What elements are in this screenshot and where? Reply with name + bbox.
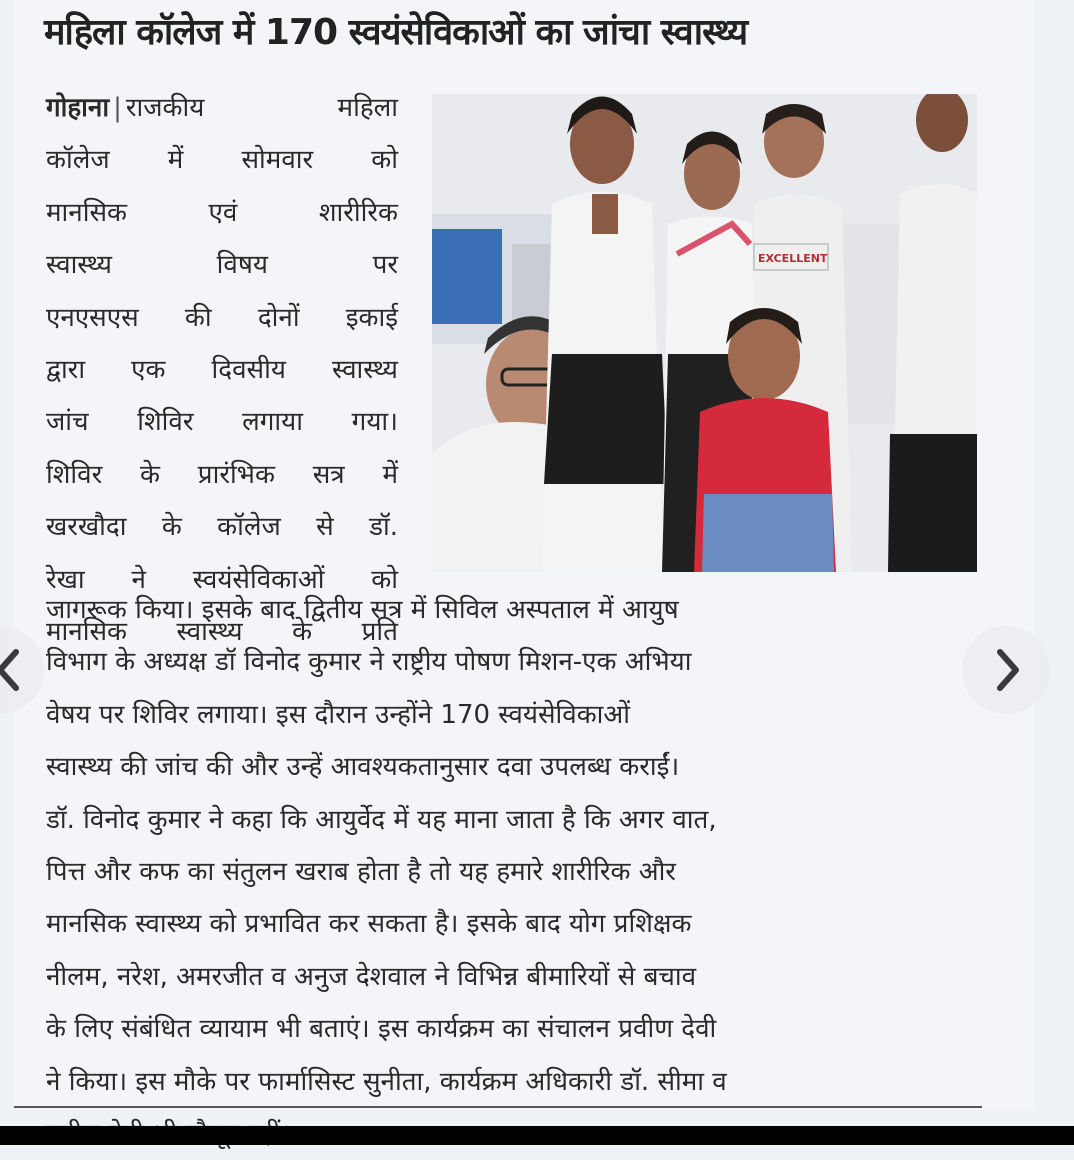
photo-illustration [432,94,977,572]
article-line: डॉ. विनोद कुमार ने कहा कि आयुर्वेद में यह माना जाता है कि अगर वात, [46,804,717,835]
article-line: पित्त और कफ का संतुलन खराब होता है तो यह हमारे शारीरिक और [46,857,676,888]
article-line: मानसिक एवं शारीरिक [46,197,398,228]
article-intro-column [46,82,398,658]
article-headline: महिला कॉलेज में 170 स्वयंसेविकाओं का जांचा स्वास्थ्य [44,12,748,53]
article-line: नीलम, नरेश, अमरजीत व अनुज देशवाल ने विभिन्न बीमारियों से बचाव [46,961,697,992]
article-line [46,82,398,134]
article-line: शिविर के प्रारंभिक सत्र में [46,459,398,490]
article-line: कॉलेज में सोमवार को [46,145,398,176]
article-line: रेखा ने स्वयंसेविकाओं को [46,564,398,595]
dateline-separator: | [113,93,122,123]
chevron-right-icon [962,626,1050,714]
article-line: द्वारा एक दिवसीय स्वास्थ्य [46,355,398,386]
article-line: खरखौदा के कॉलेज से डॉ. [46,512,398,543]
article-line: जागरूक किया। इसके बाद द्वितीय सत्र में सिविल अस्पताल में आयुष [46,595,679,625]
previous-image-button[interactable] [0,626,44,714]
bottom-bar [0,1126,1074,1145]
article-line: के लिए संबंधित व्यायाम भी बताएं। इस कार्यक्रम का संचालन प्रवीण देवी [46,1014,717,1045]
article-line: स्वास्थ्य विषय पर [46,250,398,281]
shirt-text: EXCELLENT [758,252,828,265]
article-line: मानसिक स्वास्थ्य को प्रभावित कर सकता है। इसके बाद योग प्रशिक्षक [46,909,692,940]
article-line: ने किया। इस मौके पर फार्मासिस्ट सुनीता, कार्यक्रम अधिकारी डॉ. सीमा व [46,1066,727,1097]
article-line: विभाग के अध्यक्ष डॉ विनोद कुमार ने राष्ट्रीय पोषण मिशन-एक अभिया [46,647,692,678]
divider [14,1106,982,1108]
article-line: एनएसएस की दोनों इकाई [46,302,398,333]
article-line: स्वास्थ्य की जांच की और उन्हें आवश्यकतानुसार दवा उपलब्ध कराईं। [46,752,680,783]
chevron-left-icon [0,626,44,714]
article-line: जांच शिविर लगाया गया। [46,407,398,438]
article-line: वेषय पर शिविर लगाया। इस दौरान उन्होंने 170 स्वयंसेविकाओं [46,699,630,730]
article-line-text: राजकीय महिला [125,93,398,123]
article-line: मानसिक स्वास्थ्य के प्रति [46,617,398,648]
next-image-button[interactable] [962,626,1050,714]
article-photo [432,94,977,572]
dateline-place: गोहाना [46,93,110,123]
article-body-wide [46,584,984,1160]
